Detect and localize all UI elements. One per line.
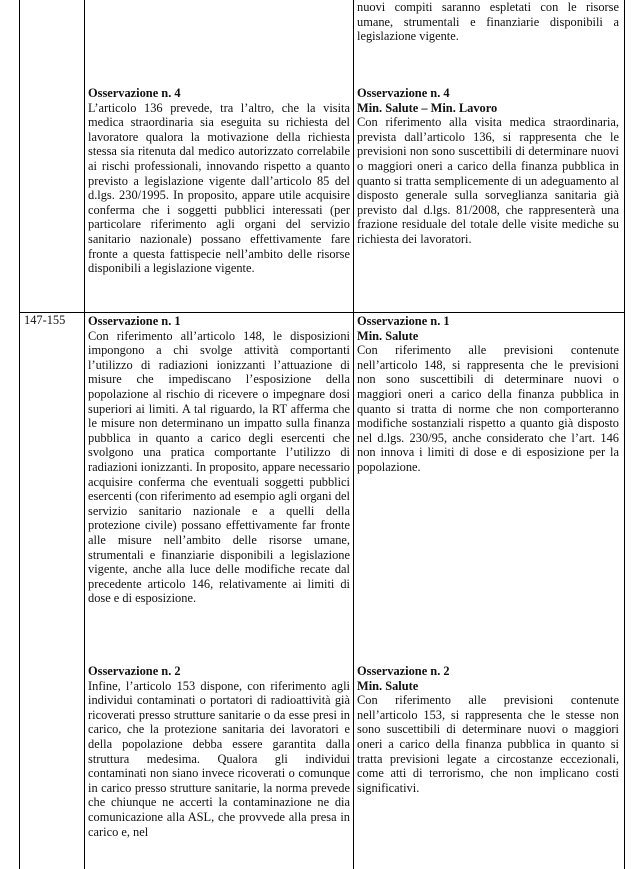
observation-title: Osservazione n. 4	[357, 86, 450, 100]
row-divider	[20, 312, 624, 313]
column-divider-1	[84, 0, 85, 869]
ministry-label: Min. Salute	[357, 328, 419, 343]
observation-text: Infine, l’articolo 153 dispone, con riferimento agli individui contaminati o portatori di radioattività già ricoverati presso strutture sanitarie o da esse presi in carico, che la protezione sanitaria dei lavoratori e della popolazione debba essere garantita dalla struttura medesima. Qualora gli individui contaminati non siano invece ricoverati o comunque in carico presso strutture sanitarie, la norma prevede che chiunque ne accerti la contaminazione ne dia comunicazione alla ASL, che provvede alla presa in carico e, nel	[88, 678, 350, 839]
column-divider-2	[353, 0, 354, 869]
observation-title: Osservazione n. 2	[88, 664, 181, 678]
continuation-text: nuovi compiti saranno espletati con le risorse umane, strumentali e finanziarie disponibili a legislazione vigente.	[357, 0, 619, 44]
observation-title: Osservazione n. 1	[357, 314, 450, 328]
observation-4-right	[357, 86, 619, 247]
ministry-label: Min. Salute – Min. Lavoro	[357, 100, 498, 115]
document-table	[19, 0, 625, 869]
observation-title: Osservazione n. 1	[88, 314, 181, 328]
observation-1-right	[357, 314, 619, 475]
observation-2-left	[88, 664, 350, 839]
observation-reply-text: Con riferimento alle previsioni contenute nell’articolo 148, si rappresenta che le previsioni non sono suscettibili di determinare nuovi o maggiori oneri a carico della finanza pubblica in quanto si tratta di norme che non comporteranno modifiche sostanziali rispetto a quanto già disposto nel d.lgs. 230/95, anche considerato che l’art. 146 non innova i limiti di dose e di esposizione per la popolazione.	[357, 343, 619, 474]
observation-reply-text: Con riferimento alla visita medica straordinaria, prevista dall’articolo 136, si rappresenta che le previsioni non sono suscettibili di determinare nuovi o maggiori oneri a carico della finanza pubblica in quanto si tratta semplicemente di un adeguamento al disposto generale sulla sorveglianza sanitaria già previsto dal d.lgs. 81/2008, che rappresenterà una frazione residuale del totale delle visite mediche su richiesta dei lavoratori.	[357, 115, 619, 246]
article-range-label: 147-155	[24, 313, 66, 327]
observation-1-left	[88, 314, 350, 606]
right-top-continuation	[357, 0, 619, 44]
observation-reply-text: Con riferimento alle previsioni contenute nell’articolo 153, si rappresenta che le stesse non sono suscettibili di determinare nuovi o maggiori oneri a carico della finanza pubblica in quanto si tratta previsioni legate a circostanze eccezionali, come atti di terrorismo, che non implicano costi significativi.	[357, 693, 619, 795]
observation-title: Osservazione n. 2	[357, 664, 450, 678]
observation-2-right	[357, 664, 619, 795]
observation-title: Osservazione n. 4	[88, 86, 181, 100]
observation-text: L’articolo 136 prevede, tra l’altro, che la visita medica straordinaria sia eseguita su richiesta del lavoratore qualora la motivazione della richiesta stessa sia ritenuta dal medico autorizzato correlabile ai rischi professionali, innovando rispetto a quanto previsto a legislazione vigente dall’articolo 85 del d.lgs. 230/1995. In proposito, appare utile acquisire conferma che i soggetti pubblici interessati (per particolare riferimento agli organi del servizio sanitario nazionale) possano effettivamente fare fronte a questa fattispecie nell’ambito delle risorse disponibili a legislazione vigente.	[88, 100, 350, 276]
ministry-label: Min. Salute	[357, 678, 419, 693]
observation-4-left	[88, 86, 350, 276]
observation-text: Con riferimento all’articolo 148, le disposizioni impongono a chi svolge attività comportanti l’utilizzo di radiazioni ionizzanti l’attuazione di misure che impediscano l’esposizione della popolazione al rischio di ricevere o impegnare dosi superiori ai limiti. A tal riguardo, la RT afferma che le misure non determinano un impatto sulla finanza pubblica in quanto a carico degli esercenti che svolgono una pratica comportante l’utilizzo di radiazioni ionizzanti. In proposito, appare necessario acquisire conferma che eventuali soggetti pubblici esercenti (con riferimento ad esempio agli organi del servizio sanitario nazionale e a quelli della protezione civile) possano effettivamente far fronte alle misure nell’ambito delle risorse umane, strumentali e finanziarie disponibili a legislazione vigente, anche alla luce delle modifiche recate dal precedente articolo 146, relativamente ai limiti di dose e di esposizione.	[88, 328, 350, 606]
